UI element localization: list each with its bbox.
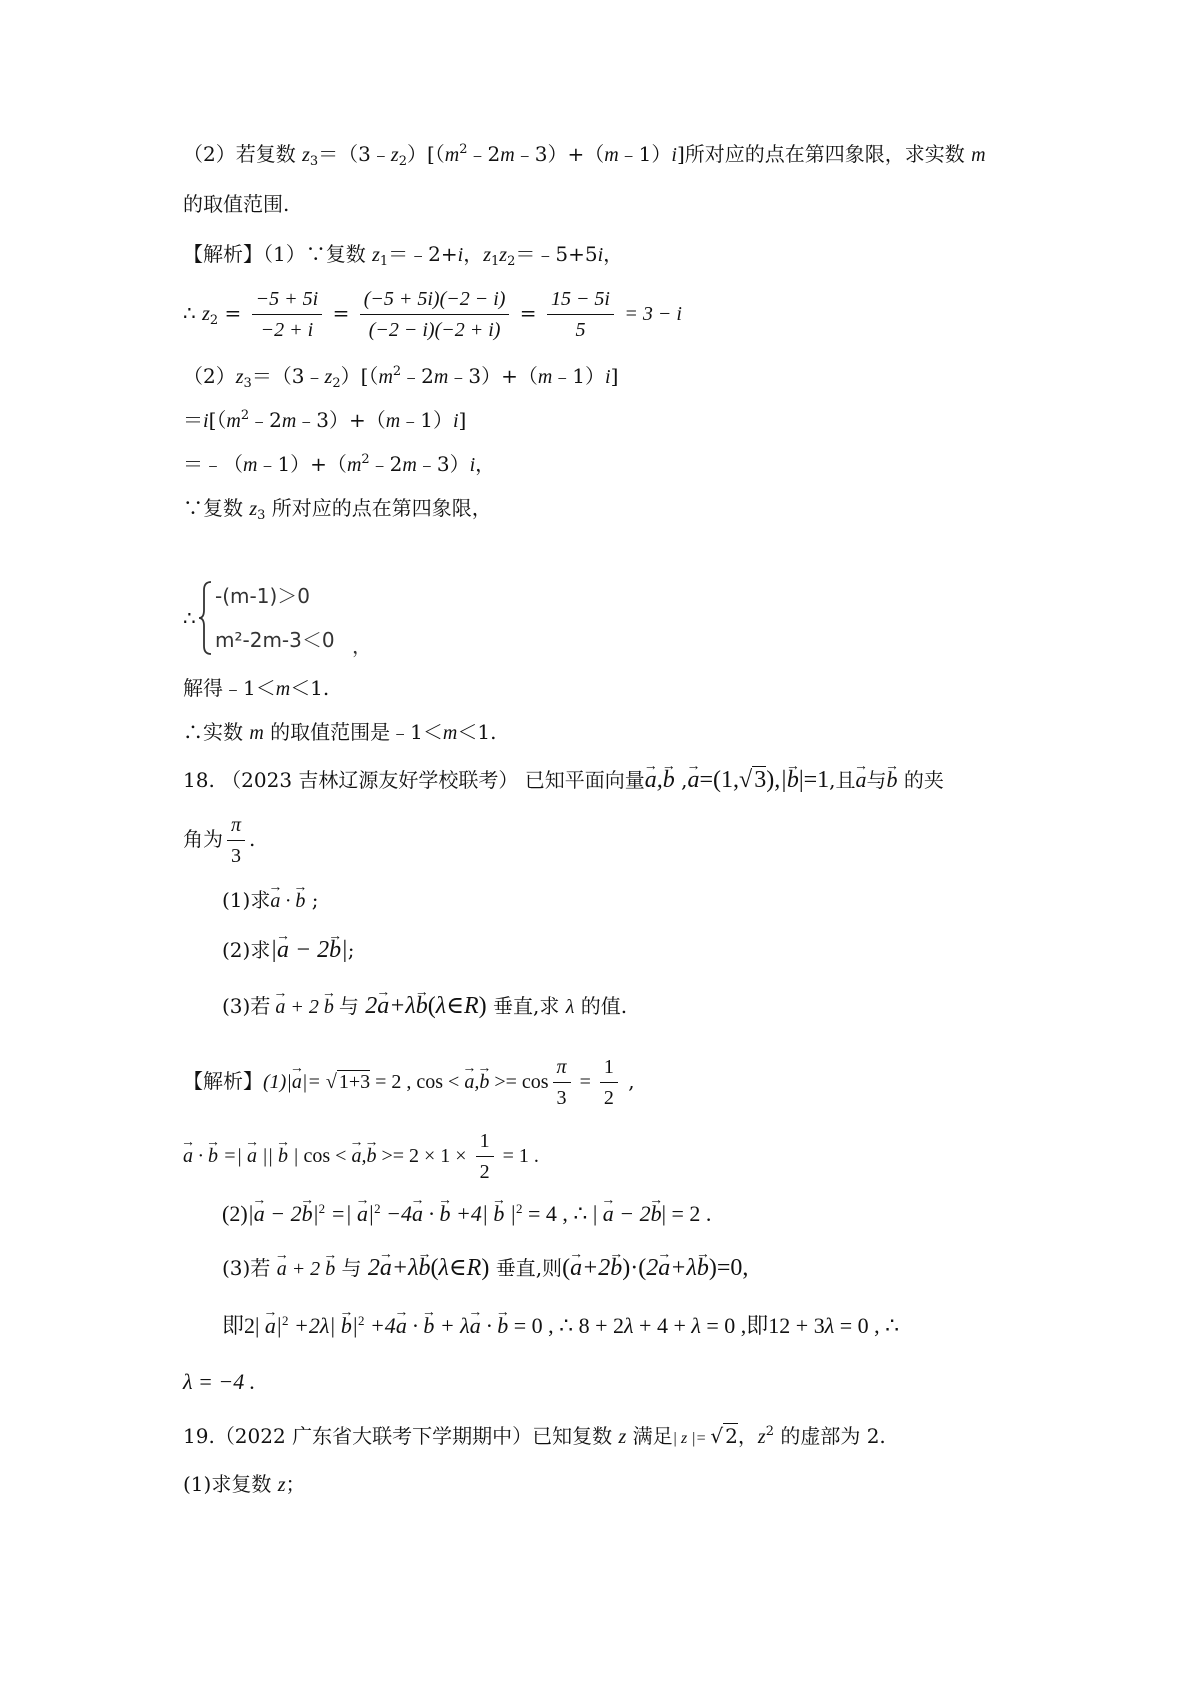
problem-19-line1: 19.（2022 广东省大联考下学期期中）已知复数 z 满足| z |= √ 2，$z^2$ 的虚部为 2. [183,1424,886,1448]
solution-17-z2-formula: ∴ $z_2$ = $\frac{-5 + 5i}{-2 + i}$ = $\frac{(-5 + 5i)(-2 - i)}{(-2 - i)(-2 + i)}$ = $\frac{15 - 5i}{5}$ = 3 − i [183,282,1040,345]
solution-17-line5: $=﹣(m﹣1)+(m^2﹣2m﹣3)i$， [183,452,496,476]
solution-17-line4: $=i[(m^2﹣2m﹣3)+(m﹣1)i]$ [183,408,467,432]
inequality-2: m²-2m-3＜0 [215,628,335,652]
solution-17-line9: ∴实数 m 的取值范围是﹣1＜m＜1. [183,720,497,744]
left-brace-icon [198,580,212,656]
therefore-symbol: ∴ [183,606,196,630]
problem-17-part2-line2: 的取值范围. [183,192,290,216]
problem-18-line2: 角为 $\frac{\pi}{3}$ . [183,808,1040,871]
problem-18-line1: 18. （2023 吉林辽源友好学校联考） 已知平面向量→ a,→ b ,→ a=(1,√3),|→ b|=1,且→ a与→ b 的夹 [183,766,1040,794]
problem-number: 18. [183,768,215,792]
solution-17-line6: ∵复数 $z_3$ 所对应的点在第四象限， [183,496,492,523]
problem-19-q1: (1)求复数 z； [183,1472,306,1496]
problem-18-q2: (2)求|→ a − 2→ b|; [222,936,1040,964]
solution-18-line4: (3)若 → a + 2 → b 与 2→ a+λ→ b(λ∈R) 垂直,则(→ a+2→ b)·(2→ a+λ→ b)=0, [222,1254,1040,1283]
system-end: ， [352,634,372,658]
fraction-pi-over-3: $\frac{\pi}{3}$ [227,810,245,871]
fraction-3: $\frac{15 - 5i}{5}$ [547,284,614,345]
inequality-1: -(m-1)＞0 [215,584,310,608]
problem-number: 19. [183,1424,215,1448]
solution-18-line5: 即$2| \to a|^2 +2\lambda| \to b|^2 +4\to a$ · → b + λ→ a · → b = 0 , ∴ 8 + 2λ + 4 + λ = 0 ,即12 + 3λ = 0 , ∴ [222,1312,1040,1340]
problem-source: （2022 广东省大联考下学期期中） [214,1424,533,1448]
problem-17-part2-line1: （2）若复数 $z_3=(3﹣z_2)[(m^2﹣2m﹣3)+(m﹣1)i]$所对应的点在第四象限，求实数 m [183,142,986,169]
solution-18-line3: $(2)|\to a - 2\to b|^2$ =| → $a|^2 -4\to a$ · → b +4| → b $|^2 = 4$ , ∴ | → a − 2→ b| = 2 . [222,1200,1040,1228]
solution-18-line2: → a · → b =| → a || → b | cos < → a,→ b >= 2 × 1 × $\frac{1}{2}$ = 1 . [183,1124,1040,1187]
solution-17-line8: 解得﹣1＜m＜1. [183,676,330,700]
solution-18-line1: 【解析】(1)|→ a|= √ 1+3 = 2 , cos < → a,→ b >= cos $\frac{\pi}{3}$ = $\frac{1}{2}$ , [183,1050,1040,1113]
solution-17-line3: $(2)z_3=(3﹣z_2)[(m^2﹣2m﹣3)+(m﹣1)i]$ [183,364,619,391]
fraction-1: $\frac{-5 + 5i}{-2 + i}$ [252,284,323,345]
problem-source: （2023 吉林辽源友好学校联考） [221,768,519,792]
solution-17-line1: 【解析】（1）∵复数 $z_1=﹣2+i$，$z_1z_2=﹣5+5i$， [183,242,624,269]
problem-18-q1: (1)求→ a · → b ; [222,886,1040,915]
problem-18-q3: (3)若 → a + 2 → b 与 2→ a+λ→ b(λ∈R) 垂直,求 λ 的值. [222,992,1040,1021]
solution-18-line6: λ = −4 . [183,1369,256,1394]
analysis-tag: 【解析】 [183,242,263,266]
fraction-2: $\frac{(-5 + 5i)(-2 - i)}{(-2 - i)(-2 + i)}$ [360,284,510,345]
